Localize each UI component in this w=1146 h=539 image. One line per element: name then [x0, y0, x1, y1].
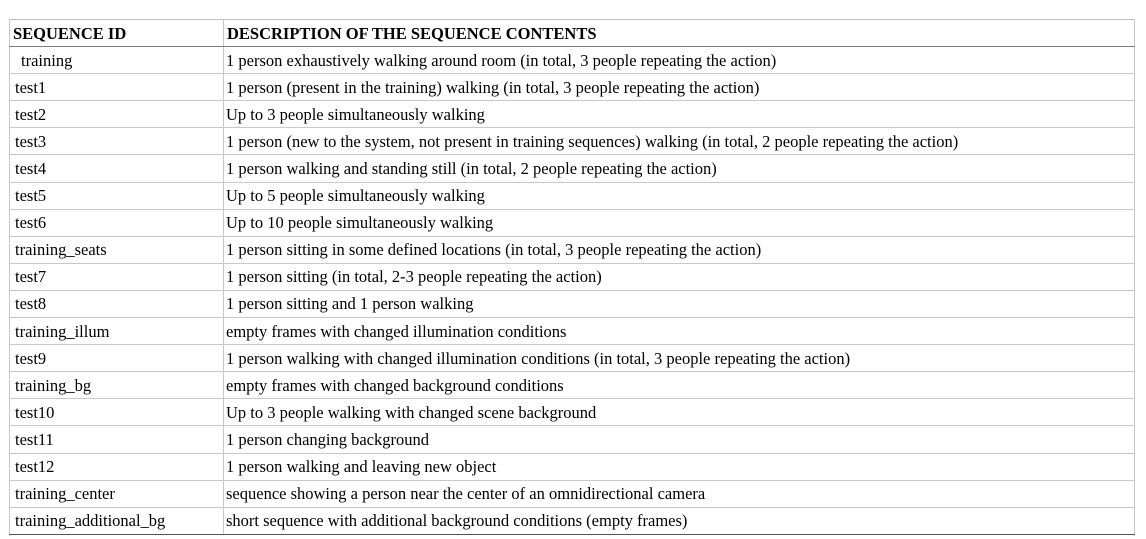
table-row	[10, 74, 1135, 101]
table-row	[10, 507, 1135, 534]
header-sequence-id: SEQUENCE ID	[10, 20, 224, 47]
sequence-id-cell: test5	[10, 182, 224, 209]
description-cell: empty frames with changed illumination conditions	[224, 318, 1135, 345]
sequence-id-cell: test8	[10, 290, 224, 317]
description-cell: 1 person sitting (in total, 2-3 people repeating the action)	[224, 263, 1135, 290]
description-cell: short sequence with additional background conditions (empty frames)	[224, 507, 1135, 534]
table-row	[10, 209, 1135, 236]
description-cell: 1 person walking and leaving new object	[224, 453, 1135, 480]
table-row	[10, 236, 1135, 263]
description-cell: 1 person (new to the system, not present in training sequences) walking (in total, 2 people repeating the action)	[224, 128, 1135, 155]
description-cell: Up to 5 people simultaneously walking	[224, 182, 1135, 209]
sequence-id-cell: test11	[10, 426, 224, 453]
table-row	[10, 101, 1135, 128]
description-cell: Up to 3 people simultaneously walking	[224, 101, 1135, 128]
description-cell: 1 person exhaustively walking around room (in total, 3 people repeating the action)	[224, 47, 1135, 74]
table-row	[10, 372, 1135, 399]
description-cell: Up to 10 people simultaneously walking	[224, 209, 1135, 236]
description-cell: Up to 3 people walking with changed scene background	[224, 399, 1135, 426]
table-row	[10, 426, 1135, 453]
table-row	[10, 290, 1135, 317]
table-row	[10, 318, 1135, 345]
table-row	[10, 399, 1135, 426]
sequence-id-cell: test9	[10, 345, 224, 372]
table-row	[10, 155, 1135, 182]
sequence-id-cell: test3	[10, 128, 224, 155]
description-cell: 1 person walking with changed illumination conditions (in total, 3 people repeating the action)	[224, 345, 1135, 372]
header-description: DESCRIPTION OF THE SEQUENCE CONTENTS	[224, 20, 1135, 47]
table-row	[10, 453, 1135, 480]
description-cell: empty frames with changed background conditions	[224, 372, 1135, 399]
sequence-id-cell: test4	[10, 155, 224, 182]
table-row	[10, 263, 1135, 290]
description-cell: sequence showing a person near the center of an omnidirectional camera	[224, 480, 1135, 507]
description-cell: 1 person walking and standing still (in total, 2 people repeating the action)	[224, 155, 1135, 182]
sequence-id-cell: training_bg	[10, 372, 224, 399]
table-row	[10, 480, 1135, 507]
sequence-id-cell: test10	[10, 399, 224, 426]
sequence-id-cell: test12	[10, 453, 224, 480]
sequence-table	[9, 19, 1135, 535]
sequence-id-cell: test6	[10, 209, 224, 236]
sequence-id-cell: training_center	[10, 480, 224, 507]
header-row	[10, 20, 1135, 47]
sequence-id-cell: test2	[10, 101, 224, 128]
description-cell: 1 person sitting in some defined locations (in total, 3 people repeating the action)	[224, 236, 1135, 263]
table-row	[10, 345, 1135, 372]
description-cell: 1 person (present in the training) walking (in total, 3 people repeating the action)	[224, 74, 1135, 101]
table-row	[10, 47, 1135, 74]
sequence-id-cell: training_illum	[10, 318, 224, 345]
sequence-id-cell: test7	[10, 263, 224, 290]
table-row	[10, 182, 1135, 209]
description-cell: 1 person sitting and 1 person walking	[224, 290, 1135, 317]
sequence-id-cell: training_additional_bg	[10, 507, 224, 534]
sequence-id-cell: test1	[10, 74, 224, 101]
table-row	[10, 128, 1135, 155]
sequence-id-cell: training_seats	[10, 236, 224, 263]
description-cell: 1 person changing background	[224, 426, 1135, 453]
sequence-id-cell: training	[10, 47, 224, 74]
